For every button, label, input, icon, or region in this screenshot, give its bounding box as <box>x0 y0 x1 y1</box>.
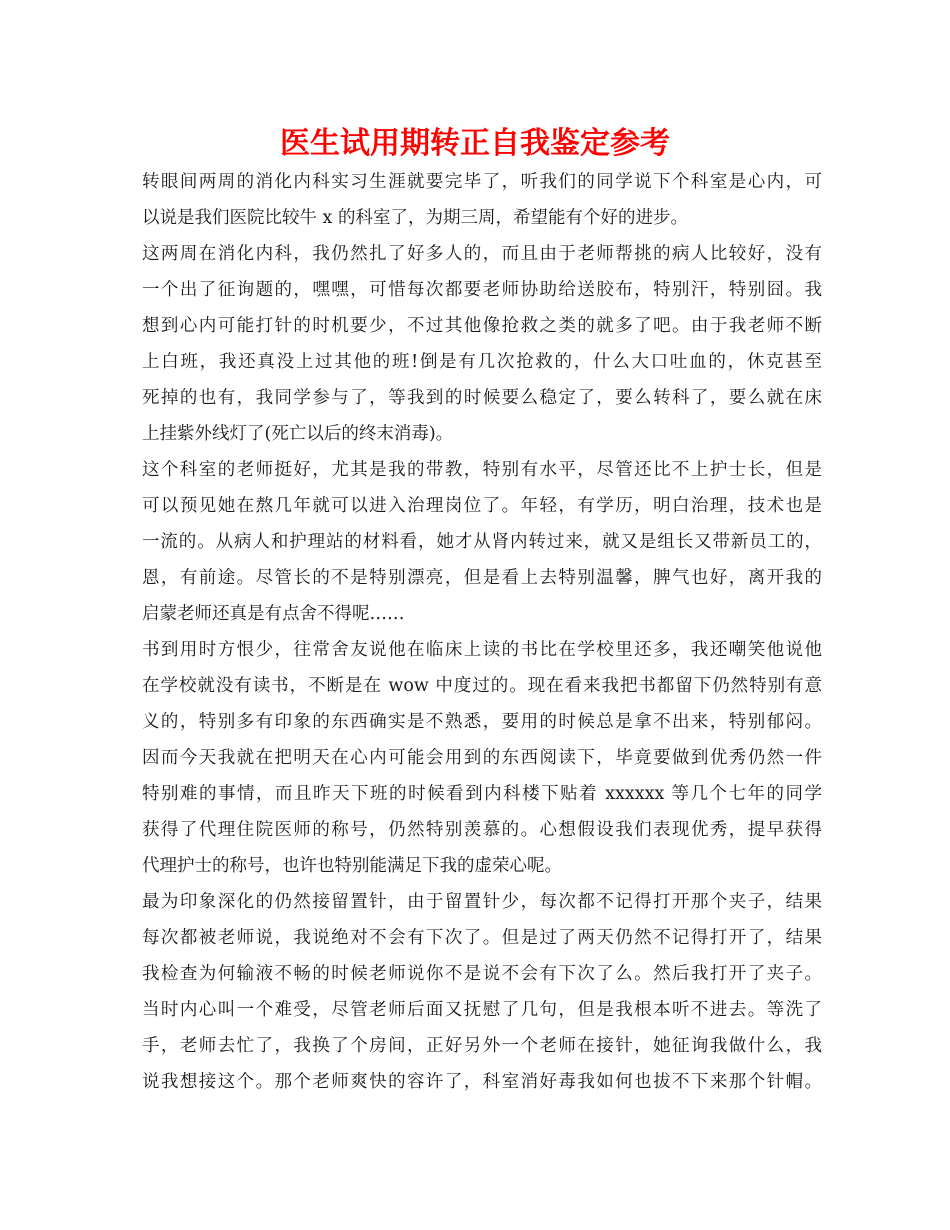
document-title: 医生试用期转正自我鉴定参考 <box>280 126 670 161</box>
text-line: 因而今天我就在把明天在心内可能会用到的东西阅读下，毕竟要做到优秀仍然一件 <box>142 748 822 768</box>
text-line: 上白班，我还真没上过其他的班!倒是有几次抢救的，什么大口吐血的，休克甚至 <box>142 352 822 372</box>
text-line: 在学校就没有读书，不断是在 wow 中度过的。现在看来我把书都留下仍然特别有意 <box>142 676 822 696</box>
text-line: 死掉的也有，我同学参与了，等我到的时候要么稳定了，要么转科了，要么就在床 <box>142 388 822 408</box>
text-line: 这两周在消化内科，我仍然扎了好多人的，而且由于老师帮挑的病人比较好，没有 <box>142 244 822 264</box>
text-line: 以说是我们医院比较牛 x 的科室了，为期三周，希望能有个好的进步。 <box>142 208 688 228</box>
text-line: 义的，特别多有印象的东西确实是不熟悉，要用的时候总是拿不出来，特别郁闷。 <box>142 712 822 732</box>
text-line: 我检查为何输液不畅的时候老师说你不是说不会有下次了么。然后我打开了夹子。 <box>142 964 822 984</box>
text-line: 书到用时方恨少，往常舍友说他在临床上读的书比在学校里还多，我还嘲笑他说他 <box>142 640 822 660</box>
text-line: 特别难的事情，而且昨天下班的时候看到内科楼下贴着 xxxxxx 等几个七年的同学 <box>142 784 822 804</box>
text-line: 每次都被老师说，我说绝对不会有下次了。但是过了两天仍然不记得打开了，结果 <box>142 928 822 948</box>
text-line: 上挂紫外线灯了(死亡以后的终末消毒)。 <box>142 424 454 444</box>
text-line: 一流的。从病人和护理站的材料看，她才从肾内转过来，就又是组长又带新员工的， <box>142 532 822 552</box>
text-line: 这个科室的老师挺好，尤其是我的带教，特别有水平，尽管还比不上护士长，但是 <box>142 460 822 480</box>
text-line: 说我想接这个。那个老师爽快的容许了，科室消好毒我如何也拔不下来那个针帽。 <box>142 1072 822 1092</box>
text-line: 转眼间两周的消化内科实习生涯就要完毕了，听我们的同学说下个科室是心内，可 <box>142 172 822 192</box>
text-line: 想到心内可能打针的时机要少，不过其他像抢救之类的就多了吧。由于我老师不断 <box>142 316 822 336</box>
text-line: 获得了代理住院医师的称号，仍然特别羡慕的。心想假设我们表现优秀，提早获得 <box>142 820 822 840</box>
text-line: 一个出了征询题的，嘿嘿，可惜每次都要老师协助给送胶布，特别汗，特别囧。我 <box>142 280 822 300</box>
text-line: 手，老师去忙了，我换了个房间，正好另外一个老师在接针，她征询我做什么，我 <box>142 1036 822 1056</box>
text-line: 代理护士的称号，也许也特别能满足下我的虚荣心呢。 <box>142 856 562 876</box>
text-line: 最为印象深化的仍然接留置针，由于留置针少，每次都不记得打开那个夹子，结果 <box>142 892 822 912</box>
document-body <box>142 164 822 1100</box>
text-line: 启蒙老师还真是有点舍不得呢…… <box>142 604 405 624</box>
text-line: 恩，有前途。尽管长的不是特别漂亮，但是看上去特别温馨，脾气也好，离开我的 <box>142 568 822 588</box>
text-line: 可以预见她在熬几年就可以进入治理岗位了。年轻，有学历，明白治理，技术也是 <box>142 496 822 516</box>
text-line: 当时内心叫一个难受，尽管老师后面又抚慰了几句，但是我根本听不进去。等洗了 <box>142 1000 822 1020</box>
